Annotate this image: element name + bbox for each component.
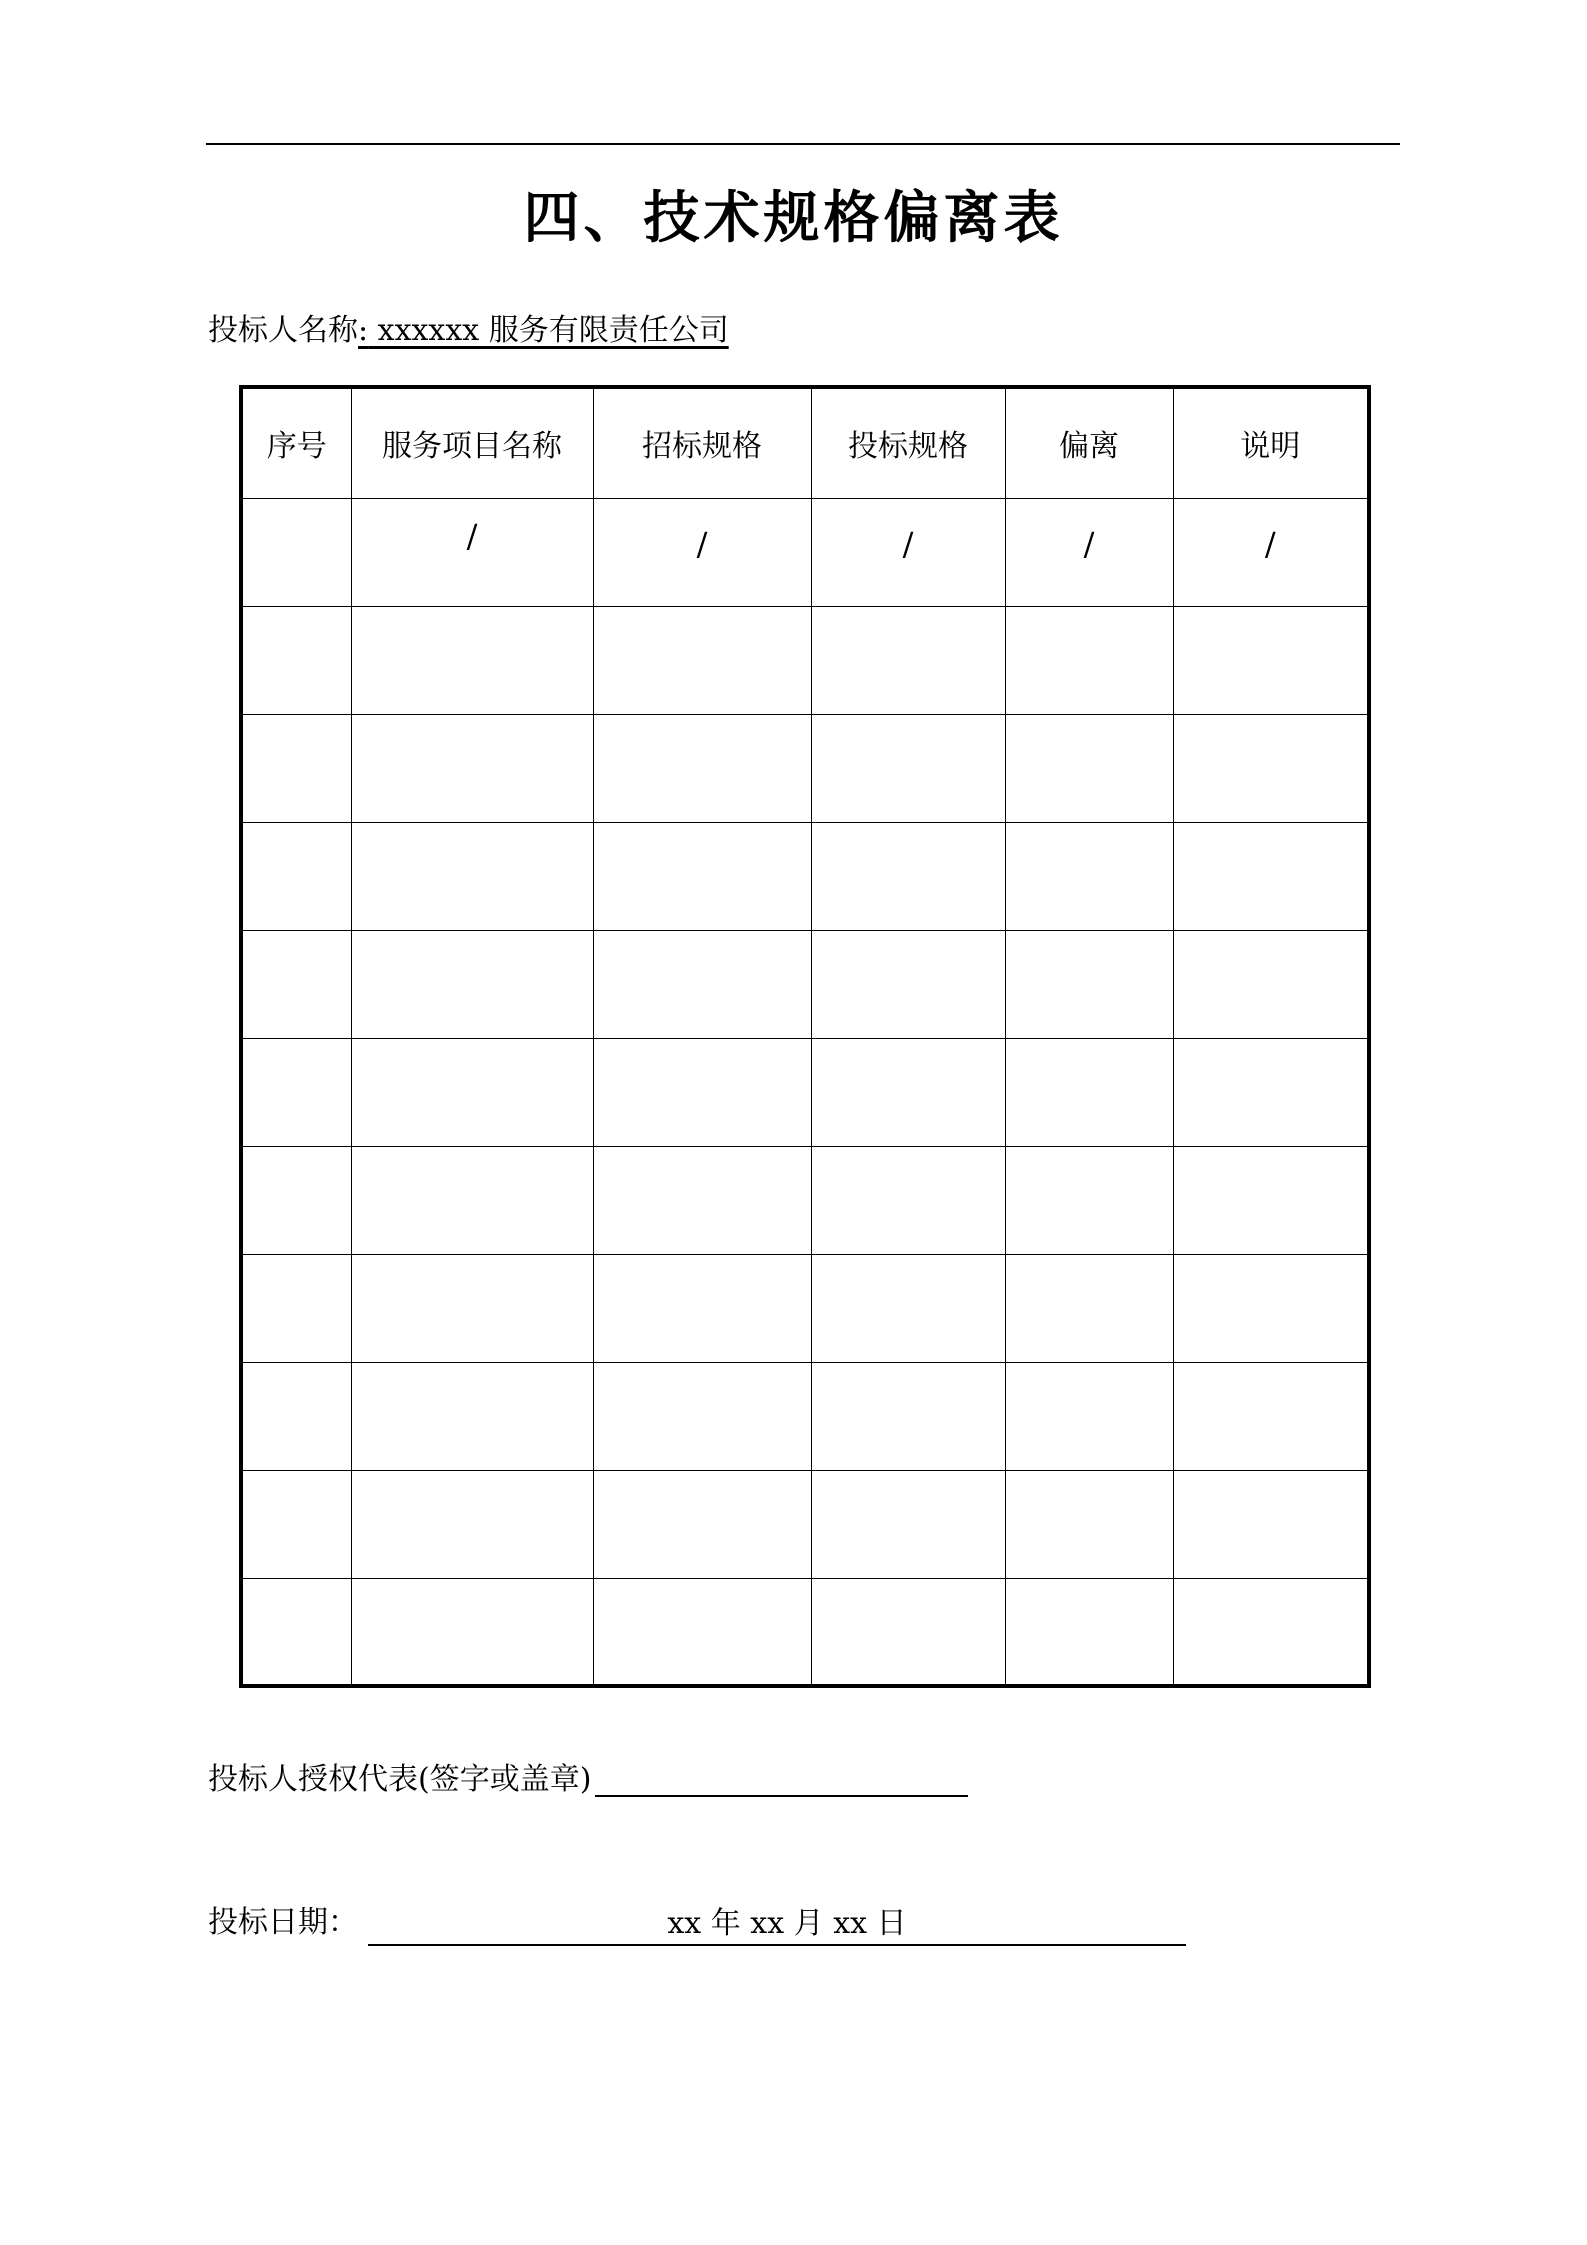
table-row: [241, 1254, 1369, 1362]
table-cell: [241, 498, 351, 606]
bidder-name-value: xxxxxx 服务有限责任公司: [368, 313, 729, 348]
table-cell: [1173, 1362, 1369, 1470]
table-cell: /: [1173, 498, 1369, 606]
table-cell: [593, 1362, 811, 1470]
table-cell: [241, 1362, 351, 1470]
table-header-row: [241, 387, 1369, 498]
table-cell: [1173, 1578, 1369, 1686]
table-row: [241, 1578, 1369, 1686]
bid-date-value: xx 年 xx 月 xx 日: [368, 1904, 1186, 1946]
table-cell: [593, 930, 811, 1038]
header-deviation: 偏离: [1005, 387, 1173, 498]
table-cell: [1173, 606, 1369, 714]
table-row: [241, 1038, 1369, 1146]
table-cell: /: [1005, 498, 1173, 606]
page-title: 四、技术规格偏离表: [523, 185, 1064, 251]
table-cell: [593, 1578, 811, 1686]
table-cell: [351, 822, 593, 930]
table-cell: [1005, 1470, 1173, 1578]
table-cell: [811, 930, 1005, 1038]
header-bid-spec: 投标规格: [811, 387, 1005, 498]
table-cell: [593, 714, 811, 822]
table-cell: [1005, 714, 1173, 822]
table-cell: [1005, 1362, 1173, 1470]
table-cell: [351, 1578, 593, 1686]
table-cell: [1173, 1254, 1369, 1362]
table-cell: [241, 714, 351, 822]
table-row: [241, 822, 1369, 930]
table-cell: [811, 1362, 1005, 1470]
table-row: [241, 498, 1369, 606]
header-remarks: 说明: [1173, 387, 1369, 498]
table-cell: [1005, 1146, 1173, 1254]
table-cell: [1005, 1254, 1173, 1362]
bidder-name-colon: :: [358, 313, 369, 348]
table-cell: [1173, 714, 1369, 822]
table-cell: [241, 1254, 351, 1362]
table-cell: [811, 714, 1005, 822]
table-cell: [351, 930, 593, 1038]
authorized-representative-label: 投标人授权代表(签字或盖章): [208, 1762, 592, 1797]
bidder-name-line: [208, 308, 729, 354]
table-cell: [811, 1146, 1005, 1254]
table-cell: [811, 1038, 1005, 1146]
table-cell: [351, 1470, 593, 1578]
table-cell: [241, 1470, 351, 1578]
table-cell: [593, 1146, 811, 1254]
table-cell: [1005, 930, 1173, 1038]
header-service-item-name: 服务项目名称: [351, 387, 593, 498]
table-row: [241, 930, 1369, 1038]
deviation-table: [239, 385, 1371, 1688]
table-cell: [1005, 1038, 1173, 1146]
table-row: [241, 1146, 1369, 1254]
table-cell: [811, 606, 1005, 714]
authorized-representative-line: [208, 1757, 968, 1803]
table-cell: [241, 822, 351, 930]
table-cell: [1005, 1578, 1173, 1686]
table-cell: [351, 606, 593, 714]
table-cell: [351, 714, 593, 822]
table-cell: /: [593, 498, 811, 606]
header-tender-spec: 招标规格: [593, 387, 811, 498]
table-cell: [241, 1578, 351, 1686]
table-row: [241, 1362, 1369, 1470]
table-cell: [593, 1254, 811, 1362]
bid-date-line: [208, 1900, 1186, 1946]
table-cell: [1173, 822, 1369, 930]
table-cell: [1173, 1146, 1369, 1254]
signature-blank: [595, 1795, 968, 1797]
bid-date-label: 投标日期：: [208, 1905, 358, 1940]
table-cell: [1173, 1470, 1369, 1578]
table-cell: /: [811, 498, 1005, 606]
table-cell: [1005, 606, 1173, 714]
table-cell: [811, 1254, 1005, 1362]
table-cell: [241, 930, 351, 1038]
table-row: [241, 1470, 1369, 1578]
table-cell: [811, 822, 1005, 930]
table-cell: [351, 1254, 593, 1362]
table-cell: [811, 1578, 1005, 1686]
table-cell: [241, 606, 351, 714]
table-cell: [351, 1362, 593, 1470]
top-rule: [206, 143, 1400, 145]
table-cell: [351, 1038, 593, 1146]
table-cell: [241, 1038, 351, 1146]
table-cell: [1173, 1038, 1369, 1146]
table-cell: [593, 822, 811, 930]
table-cell: [593, 1470, 811, 1578]
table-cell: [351, 1146, 593, 1254]
table-cell: [1173, 930, 1369, 1038]
header-serial-no: 序号: [241, 387, 351, 498]
table-cell: [593, 1038, 811, 1146]
table-cell: [593, 606, 811, 714]
table-row: [241, 714, 1369, 822]
table-cell: /: [351, 498, 593, 606]
table-cell: [241, 1146, 351, 1254]
bidder-name-label: 投标人名称: [208, 313, 358, 348]
table-row: [241, 606, 1369, 714]
table-cell: [1005, 822, 1173, 930]
table-cell: [811, 1470, 1005, 1578]
